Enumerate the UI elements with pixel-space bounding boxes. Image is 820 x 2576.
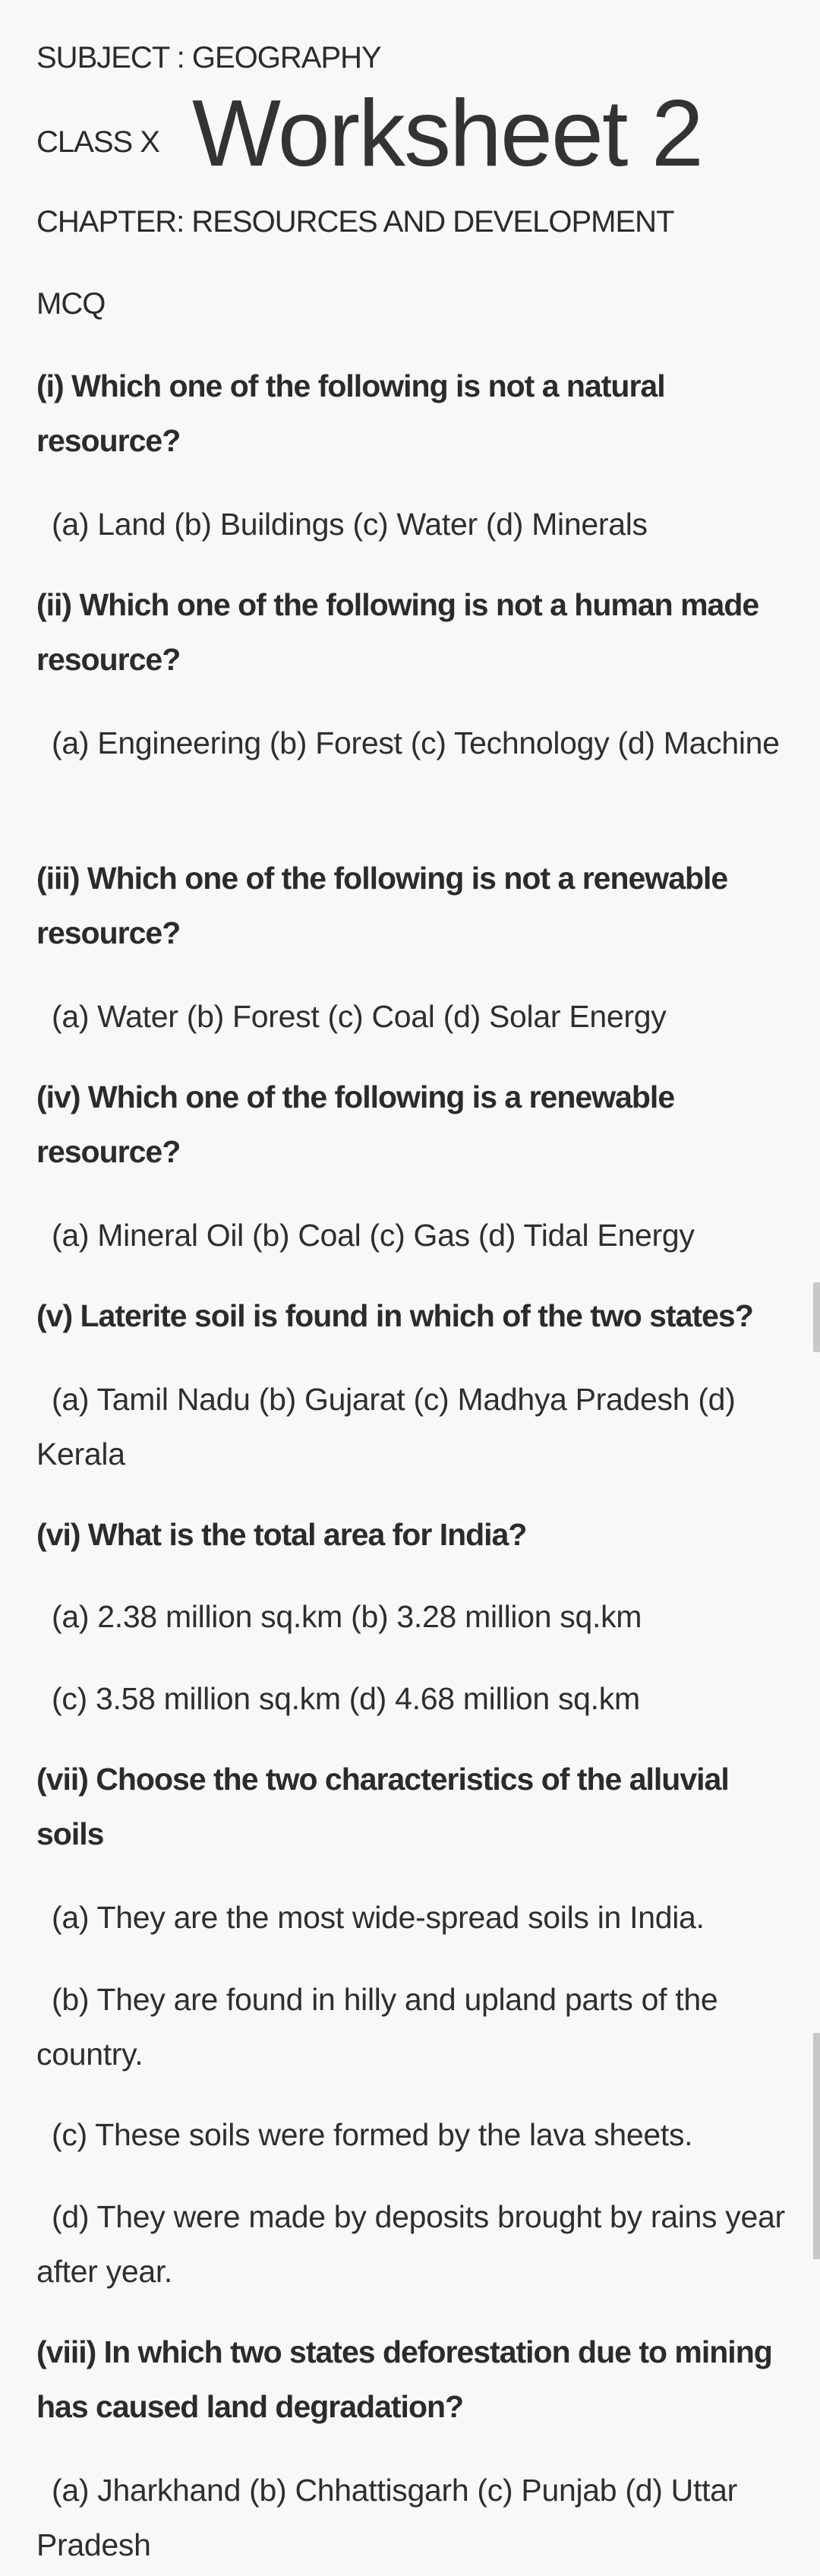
question-8-options: (a) Jharkhand (b) Chhattisgarh (c) Punjab (d) Uttar Pradesh [36, 2473, 738, 2562]
question-6-option-cd: (c) 3.58 million sq.km (d) 4.68 million sq.km [52, 1681, 640, 1716]
question-5-options: (a) Tamil Nadu (b) Gujarat (c) Madhya Pradesh (d) Kerala [36, 1382, 736, 1471]
question-7: (vii) Choose the two characteristics of the alluvial soils [36, 1762, 729, 1851]
question-3-options: (a) Water (b) Forest (c) Coal (d) Solar Energy [52, 999, 667, 1034]
class-label: CLASS X [36, 125, 159, 159]
question-7-option-b: (b) They are found in hilly and upland parts of the country. [36, 1982, 718, 2072]
question-5: (v) Laterite soil is found in which of the two states? [36, 1298, 753, 1333]
question-3: (iii) Which one of the following is not a renewable resource? [36, 861, 728, 950]
worksheet-title: Worksheet 2 [192, 81, 702, 186]
question-1: (i) Which one of the following is not a natural resource? [36, 368, 665, 458]
question-6: (vi) What is the total area for India? [36, 1517, 527, 1552]
subject-heading: SUBJECT : GEOGRAPHY [36, 41, 381, 74]
question-7-option-c: (c) These soils were formed by the lava sheets. [52, 2117, 693, 2152]
question-1-options: (a) Land (b) Buildings (c) Water (d) Minerals [52, 507, 648, 542]
question-7-option-d: (d) They were made by deposits brought by rains year after year. [36, 2199, 785, 2289]
question-2: (ii) Which one of the following is not a human made resource? [36, 587, 759, 677]
question-7-option-a: (a) They are the most wide-spread soils in India. [52, 1900, 705, 1935]
question-6-option-ab: (a) 2.38 million sq.km (b) 3.28 million sq.km [52, 1599, 642, 1634]
section-heading-mcq: MCQ [36, 287, 106, 321]
question-2-options: (a) Engineering (b) Forest (c) Technology (d) Machine [52, 725, 780, 760]
scrollbar-thumb-upper[interactable] [813, 1282, 820, 1352]
question-4-options: (a) Mineral Oil (b) Coal (c) Gas (d) Tidal Energy [52, 1218, 695, 1253]
scrollbar-thumb-lower[interactable] [813, 2033, 820, 2259]
chapter-heading: CHAPTER: RESOURCES AND DEVELOPMENT [36, 205, 674, 239]
question-4: (iv) Which one of the following is a renewable resource? [36, 1079, 675, 1169]
question-8: (viii) In which two states deforestation due to mining has caused land degradation? [36, 2334, 772, 2424]
